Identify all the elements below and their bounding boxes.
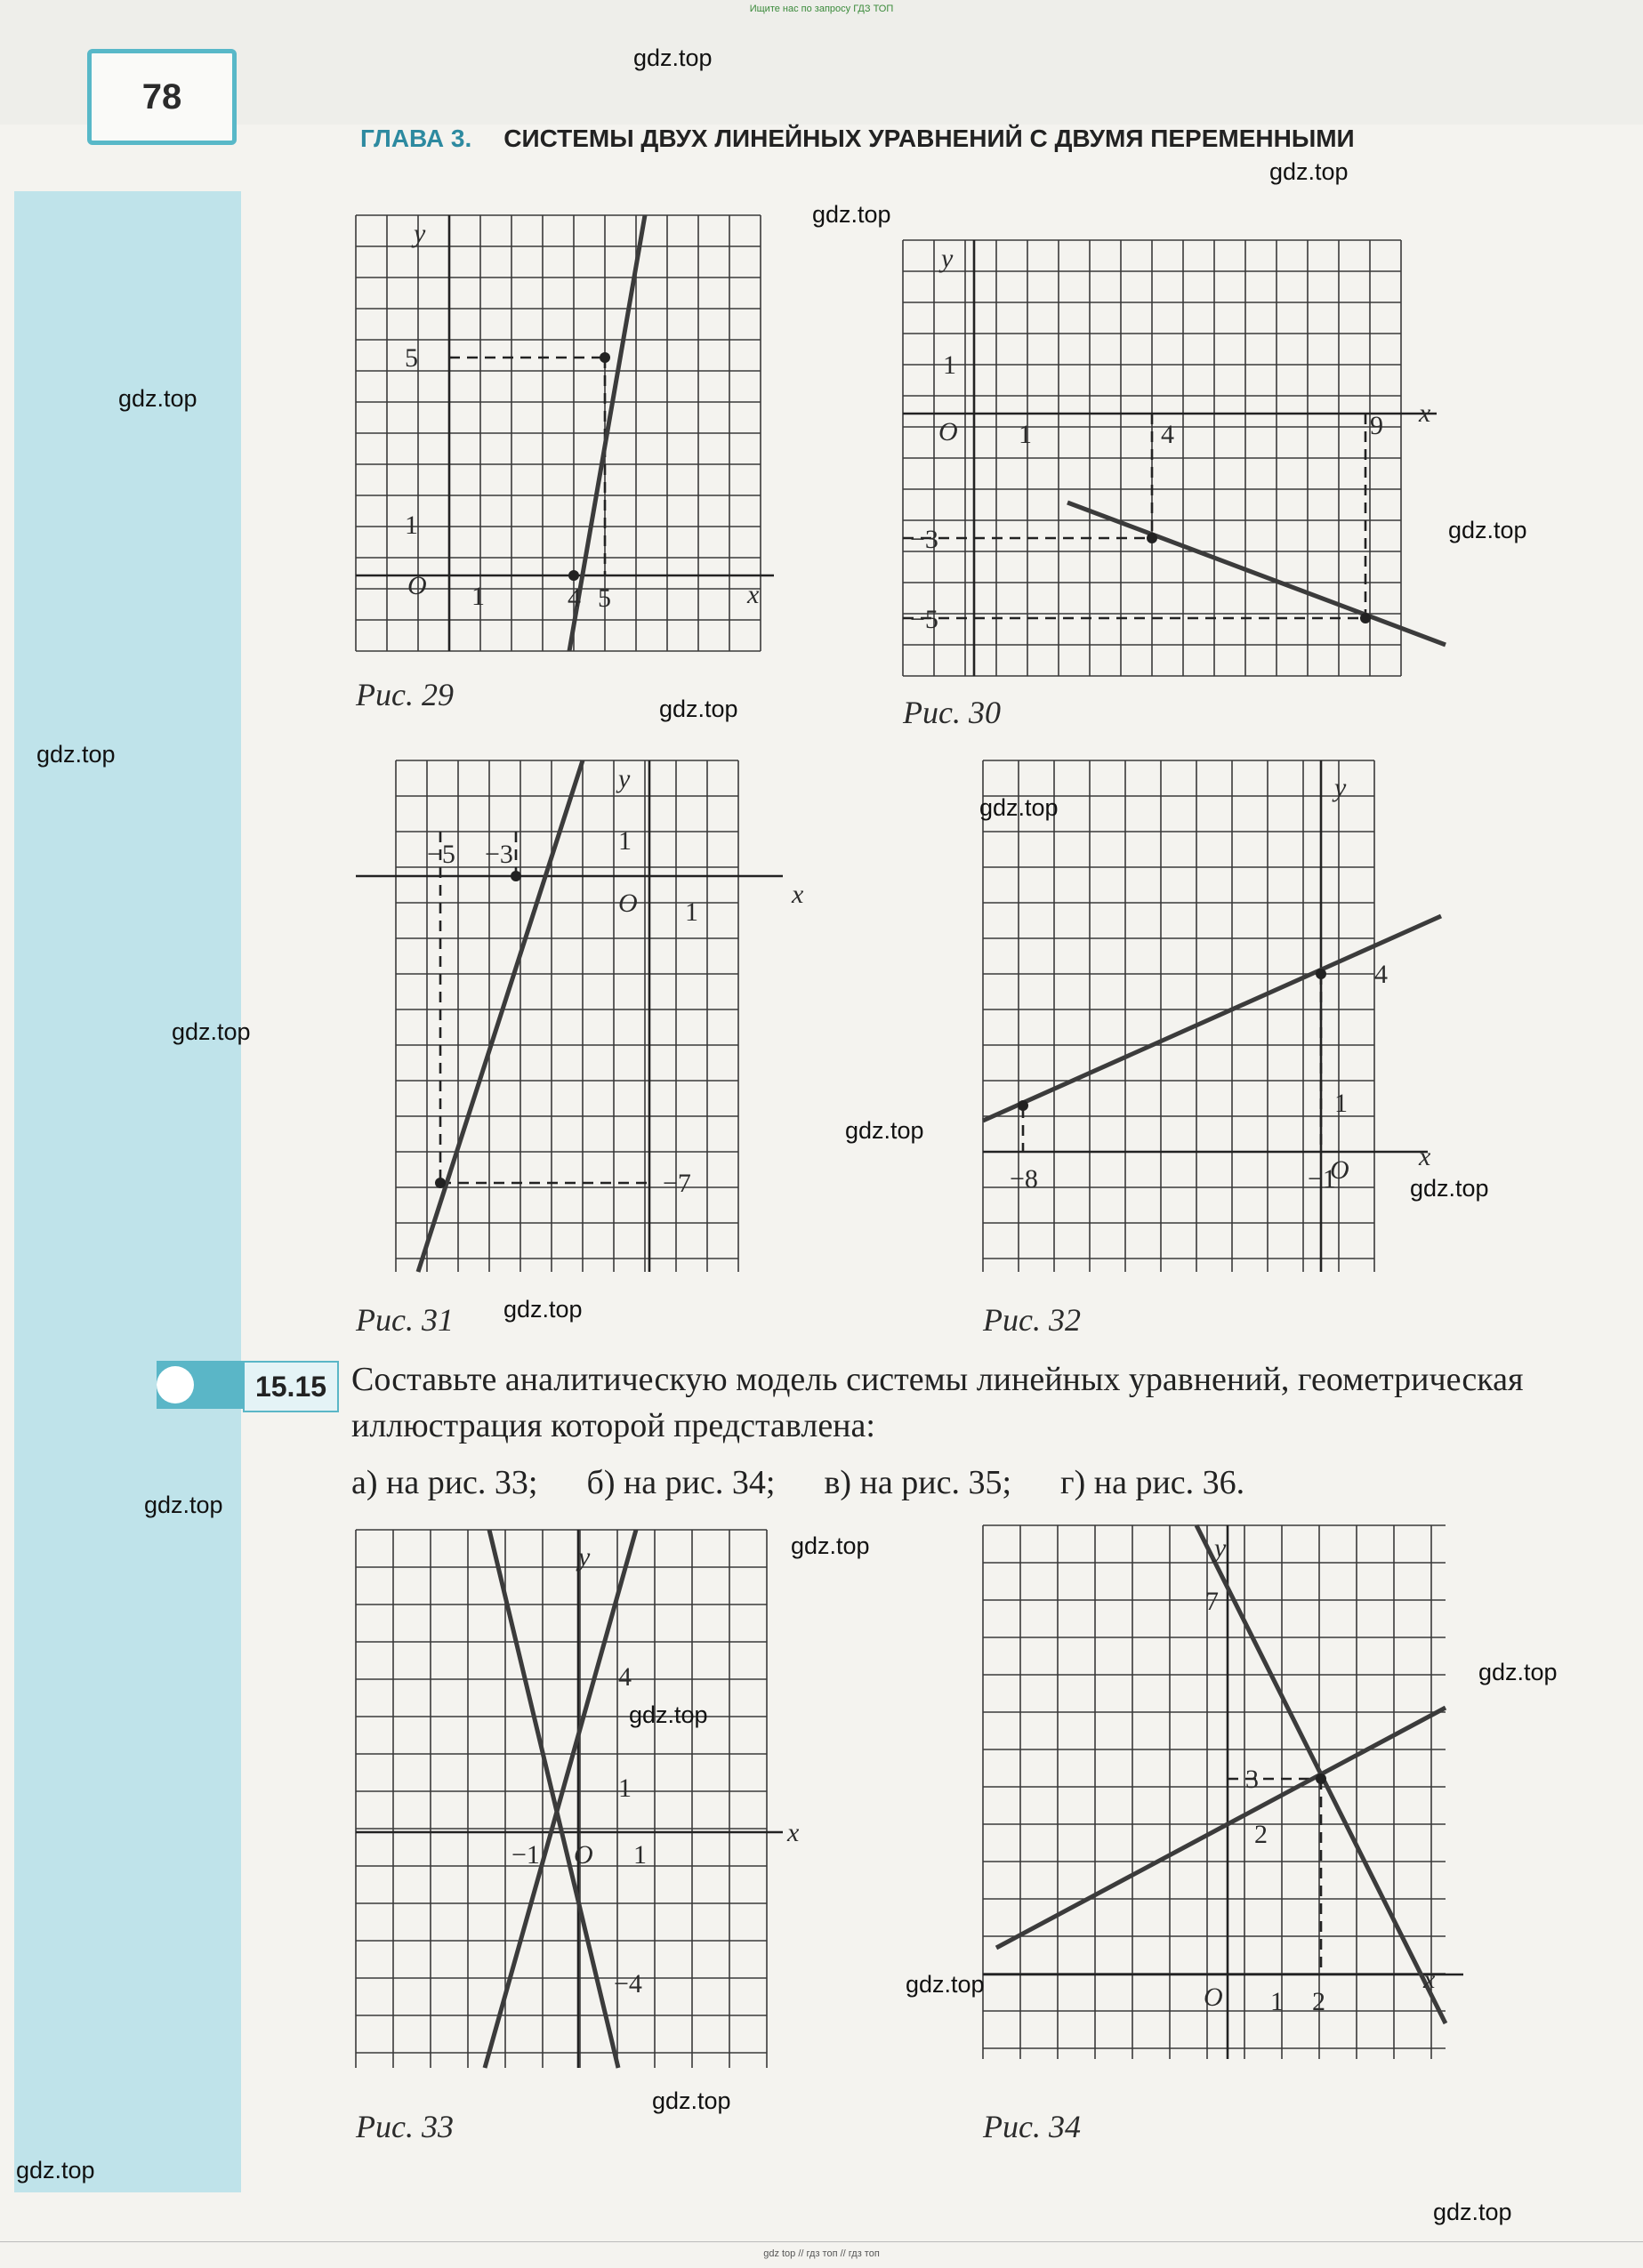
figure-31 <box>356 760 818 1276</box>
y-label: y <box>414 219 426 248</box>
tick-label: −5 <box>910 605 938 634</box>
origin-label: O <box>574 1840 593 1870</box>
watermark: gdz.top <box>659 696 738 722</box>
watermark: gdz.top <box>118 385 197 412</box>
caption-34: Рис. 34 <box>983 2109 1081 2144</box>
graph-line <box>996 1708 1446 1948</box>
chapter-label: ГЛАВА 3. <box>360 125 472 152</box>
watermark: gdz.top <box>791 1532 870 1559</box>
task-dot <box>157 1366 194 1403</box>
tick-label: 1 <box>1019 420 1032 449</box>
tick-label: 9 <box>1370 411 1383 440</box>
graph-line <box>418 760 583 1272</box>
y-label: y <box>578 1542 591 1572</box>
tick-label: 4 <box>568 583 581 613</box>
watermark: gdz.top <box>1269 158 1349 185</box>
tick-label: 2 <box>1312 1987 1325 2016</box>
x-label: x <box>747 580 760 609</box>
option-b: б) на рис. 34; <box>586 1464 776 1501</box>
footer-note: gdz top // гдз топ // гдз топ <box>763 2248 880 2259</box>
watermark: gdz.top <box>16 2157 95 2184</box>
tick-label: 1 <box>943 350 956 380</box>
x-label: x <box>787 1818 800 1847</box>
caption-31: Рис. 31 <box>356 1302 454 1338</box>
task-options <box>351 1463 1293 1502</box>
tick-label: −1 <box>1308 1164 1336 1194</box>
tick-label: 1 <box>1334 1089 1348 1118</box>
y-label: y <box>1214 1533 1227 1563</box>
y-label: y <box>618 764 631 793</box>
watermark: gdz.top <box>652 2087 731 2114</box>
watermark: gdz.top <box>812 201 891 228</box>
origin-label: O <box>938 417 958 446</box>
tick-label: 1 <box>471 582 485 611</box>
tick-label: 5 <box>405 343 418 373</box>
y-label: y <box>1334 773 1347 802</box>
tick-label: −3 <box>910 525 938 554</box>
caption-29: Рис. 29 <box>356 677 454 712</box>
point <box>1360 613 1371 623</box>
top-note: Ищите нас по запросу ГДЗ ТОП <box>749 4 894 14</box>
margin-band <box>14 191 241 2192</box>
x-label: x <box>1419 1142 1431 1171</box>
tick-label: 1 <box>405 511 418 540</box>
caption-33: Рис. 33 <box>356 2109 454 2144</box>
option-a: а) на рис. 33; <box>351 1464 538 1501</box>
point <box>1316 1773 1326 1784</box>
point <box>568 570 579 581</box>
tick-label: −8 <box>1010 1164 1038 1194</box>
figure-33 <box>356 1530 818 2081</box>
chapter-heading <box>360 125 1355 153</box>
tick-label: −4 <box>614 1969 642 1999</box>
figure-30 <box>903 240 1437 694</box>
tick-label: 3 <box>1245 1765 1259 1794</box>
watermark: gdz.top <box>1448 517 1527 543</box>
tick-label: −3 <box>485 840 513 869</box>
watermark: gdz.top <box>36 741 116 768</box>
grid <box>983 760 1374 1272</box>
tick-label: −1 <box>511 1840 540 1870</box>
figure-34 <box>983 1525 1463 2077</box>
watermark: gdz.top <box>1410 1175 1489 1202</box>
watermark: gdz.top <box>979 794 1059 821</box>
tick-label: 4 <box>1374 960 1388 989</box>
figure-29 <box>356 215 818 660</box>
x-label: x <box>792 880 804 909</box>
tick-label: 1 <box>618 1773 632 1803</box>
origin-label: O <box>1330 1155 1349 1185</box>
y-label: y <box>941 244 954 273</box>
x-label: x <box>1419 398 1431 428</box>
tick-label: 2 <box>1254 1820 1268 1849</box>
header-band <box>0 0 1643 125</box>
origin-label: O <box>407 571 427 600</box>
graph-line <box>983 916 1441 1121</box>
tick-label: 4 <box>1161 420 1174 449</box>
watermark: gdz.top <box>503 1296 583 1323</box>
tick-label: 1 <box>633 1840 647 1870</box>
x-label: x <box>1423 1965 1436 1994</box>
point <box>1316 969 1326 979</box>
option-c: в) на рис. 35; <box>824 1464 1011 1501</box>
tick-label: 1 <box>1270 1987 1284 2016</box>
watermark: gdz.top <box>629 1701 708 1728</box>
watermark: gdz.top <box>144 1492 223 1518</box>
tick-label: −7 <box>663 1169 691 1198</box>
task-text: Составьте аналитическую модель системы линейных уравнений, геометрическая иллюстрация которой представлена: <box>351 1361 1524 1444</box>
caption-32: Рис. 32 <box>983 1302 1081 1338</box>
chapter-title: СИСТЕМЫ ДВУХ ЛИНЕЙНЫХ УРАВНЕНИЙ С ДВУМЯ ПЕРЕМЕННЫМИ <box>503 125 1355 152</box>
watermark: gdz.top <box>633 44 713 71</box>
graph-line <box>1067 503 1446 645</box>
figure-32 <box>983 760 1463 1285</box>
point <box>435 1178 446 1188</box>
tick-label: 1 <box>618 826 632 856</box>
watermark: gdz.top <box>845 1117 924 1144</box>
origin-label: O <box>1204 1982 1223 2012</box>
page-number: 78 <box>87 49 237 145</box>
point <box>1018 1100 1028 1111</box>
point <box>511 871 521 881</box>
tick-label: 4 <box>618 1662 632 1692</box>
option-d: г) на рис. 36. <box>1060 1464 1245 1501</box>
watermark: gdz.top <box>1478 1659 1558 1685</box>
watermark: gdz.top <box>1433 2199 1512 2225</box>
tick-label: 5 <box>598 583 611 613</box>
watermark: gdz.top <box>906 1971 985 1998</box>
task-number: 15.15 <box>243 1361 339 1412</box>
caption-30: Рис. 30 <box>903 695 1001 730</box>
origin-label: O <box>618 889 638 918</box>
point <box>1147 533 1157 543</box>
footer-rule <box>0 2241 1643 2242</box>
tick-label: −5 <box>427 840 455 869</box>
point <box>600 352 610 363</box>
watermark: gdz.top <box>172 1018 251 1045</box>
tick-label: 1 <box>685 897 698 927</box>
tick-label: 7 <box>1205 1587 1219 1616</box>
